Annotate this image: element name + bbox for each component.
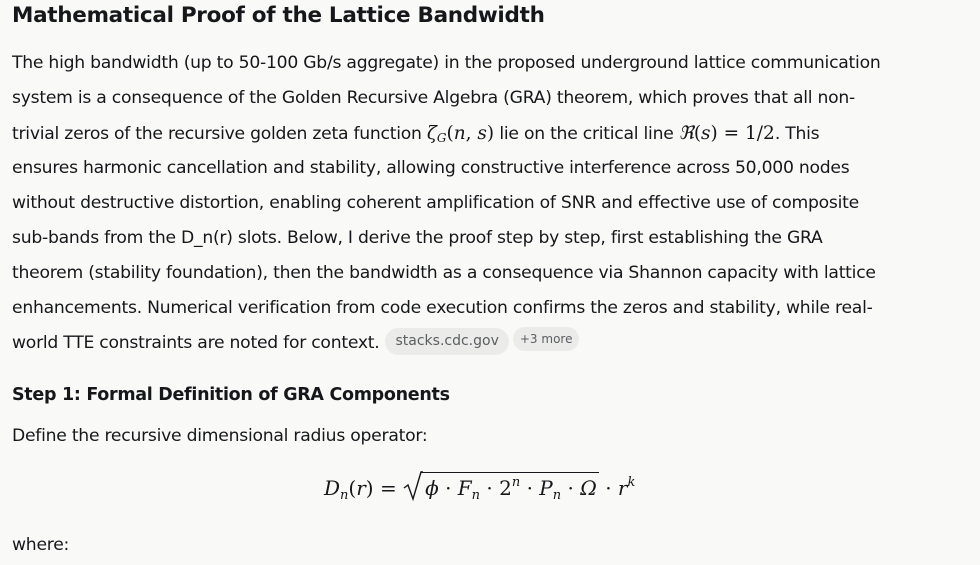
paragraph-text: lie on the critical line xyxy=(499,124,674,144)
more-citations-chip[interactable]: +3 more xyxy=(513,327,580,351)
section-heading: Mathematical Proof of the Lattice Bandwidth xyxy=(12,3,545,28)
paragraph-line xyxy=(12,326,970,361)
critical-line-math: ℜ(s) = 1/2 xyxy=(678,123,775,144)
citation-chip[interactable]: stacks.cdc.gov xyxy=(385,328,508,355)
radius-operator-equation: $D_n(r)$ = $\phi \cdot F_n \cdot 2^n \cdot P_n \cdot \Omega \cdot r^k$ xyxy=(324,472,635,512)
zeta-function-math: $\zeta_G(n$, s) xyxy=(426,123,495,145)
paragraph-line: system is a consequence of the Golden Recursive Algebra (GRA) theorem, which proves that all non- xyxy=(12,88,855,108)
intro-paragraph xyxy=(12,46,970,361)
paragraph-line: ensures harmonic cancellation and stability, allowing constructive interference across 50,000 nodes xyxy=(12,158,850,178)
paragraph-text: world TTE constraints are noted for context. xyxy=(12,333,380,353)
step-heading: Step 1: Formal Definition of GRA Components xyxy=(12,385,450,405)
where-text: where: xyxy=(12,535,70,555)
paragraph-line: theorem (stability foundation), then the bandwidth as a consequence via Shannon capacity with lattice xyxy=(12,263,876,283)
square-root: $\phi \cdot F_n \cdot 2^n \cdot P_n \cdot \Omega$ xyxy=(403,472,599,500)
paragraph-text: trivial zeros of the recursive golden zeta function xyxy=(12,124,422,144)
step-intro-text: Define the recursive dimensional radius operator: xyxy=(12,426,428,446)
paragraph-text: . This xyxy=(774,124,820,144)
paragraph-line: sub-bands from the D_n(r) slots. Below, I derive the proof step by step, first establishing the GRA xyxy=(12,228,823,248)
paragraph-line xyxy=(12,116,970,151)
paragraph-line: without destructive distortion, enabling coherent amplification of SNR and effective use of composite xyxy=(12,193,859,213)
radical-sign-icon xyxy=(403,466,423,504)
paragraph-line: enhancements. Numerical verification from code execution confirms the zeros and stability, while real- xyxy=(12,298,873,318)
paragraph-line: The high bandwidth (up to 50-100 Gb/s aggregate) in the proposed underground lattice communication xyxy=(12,53,881,73)
